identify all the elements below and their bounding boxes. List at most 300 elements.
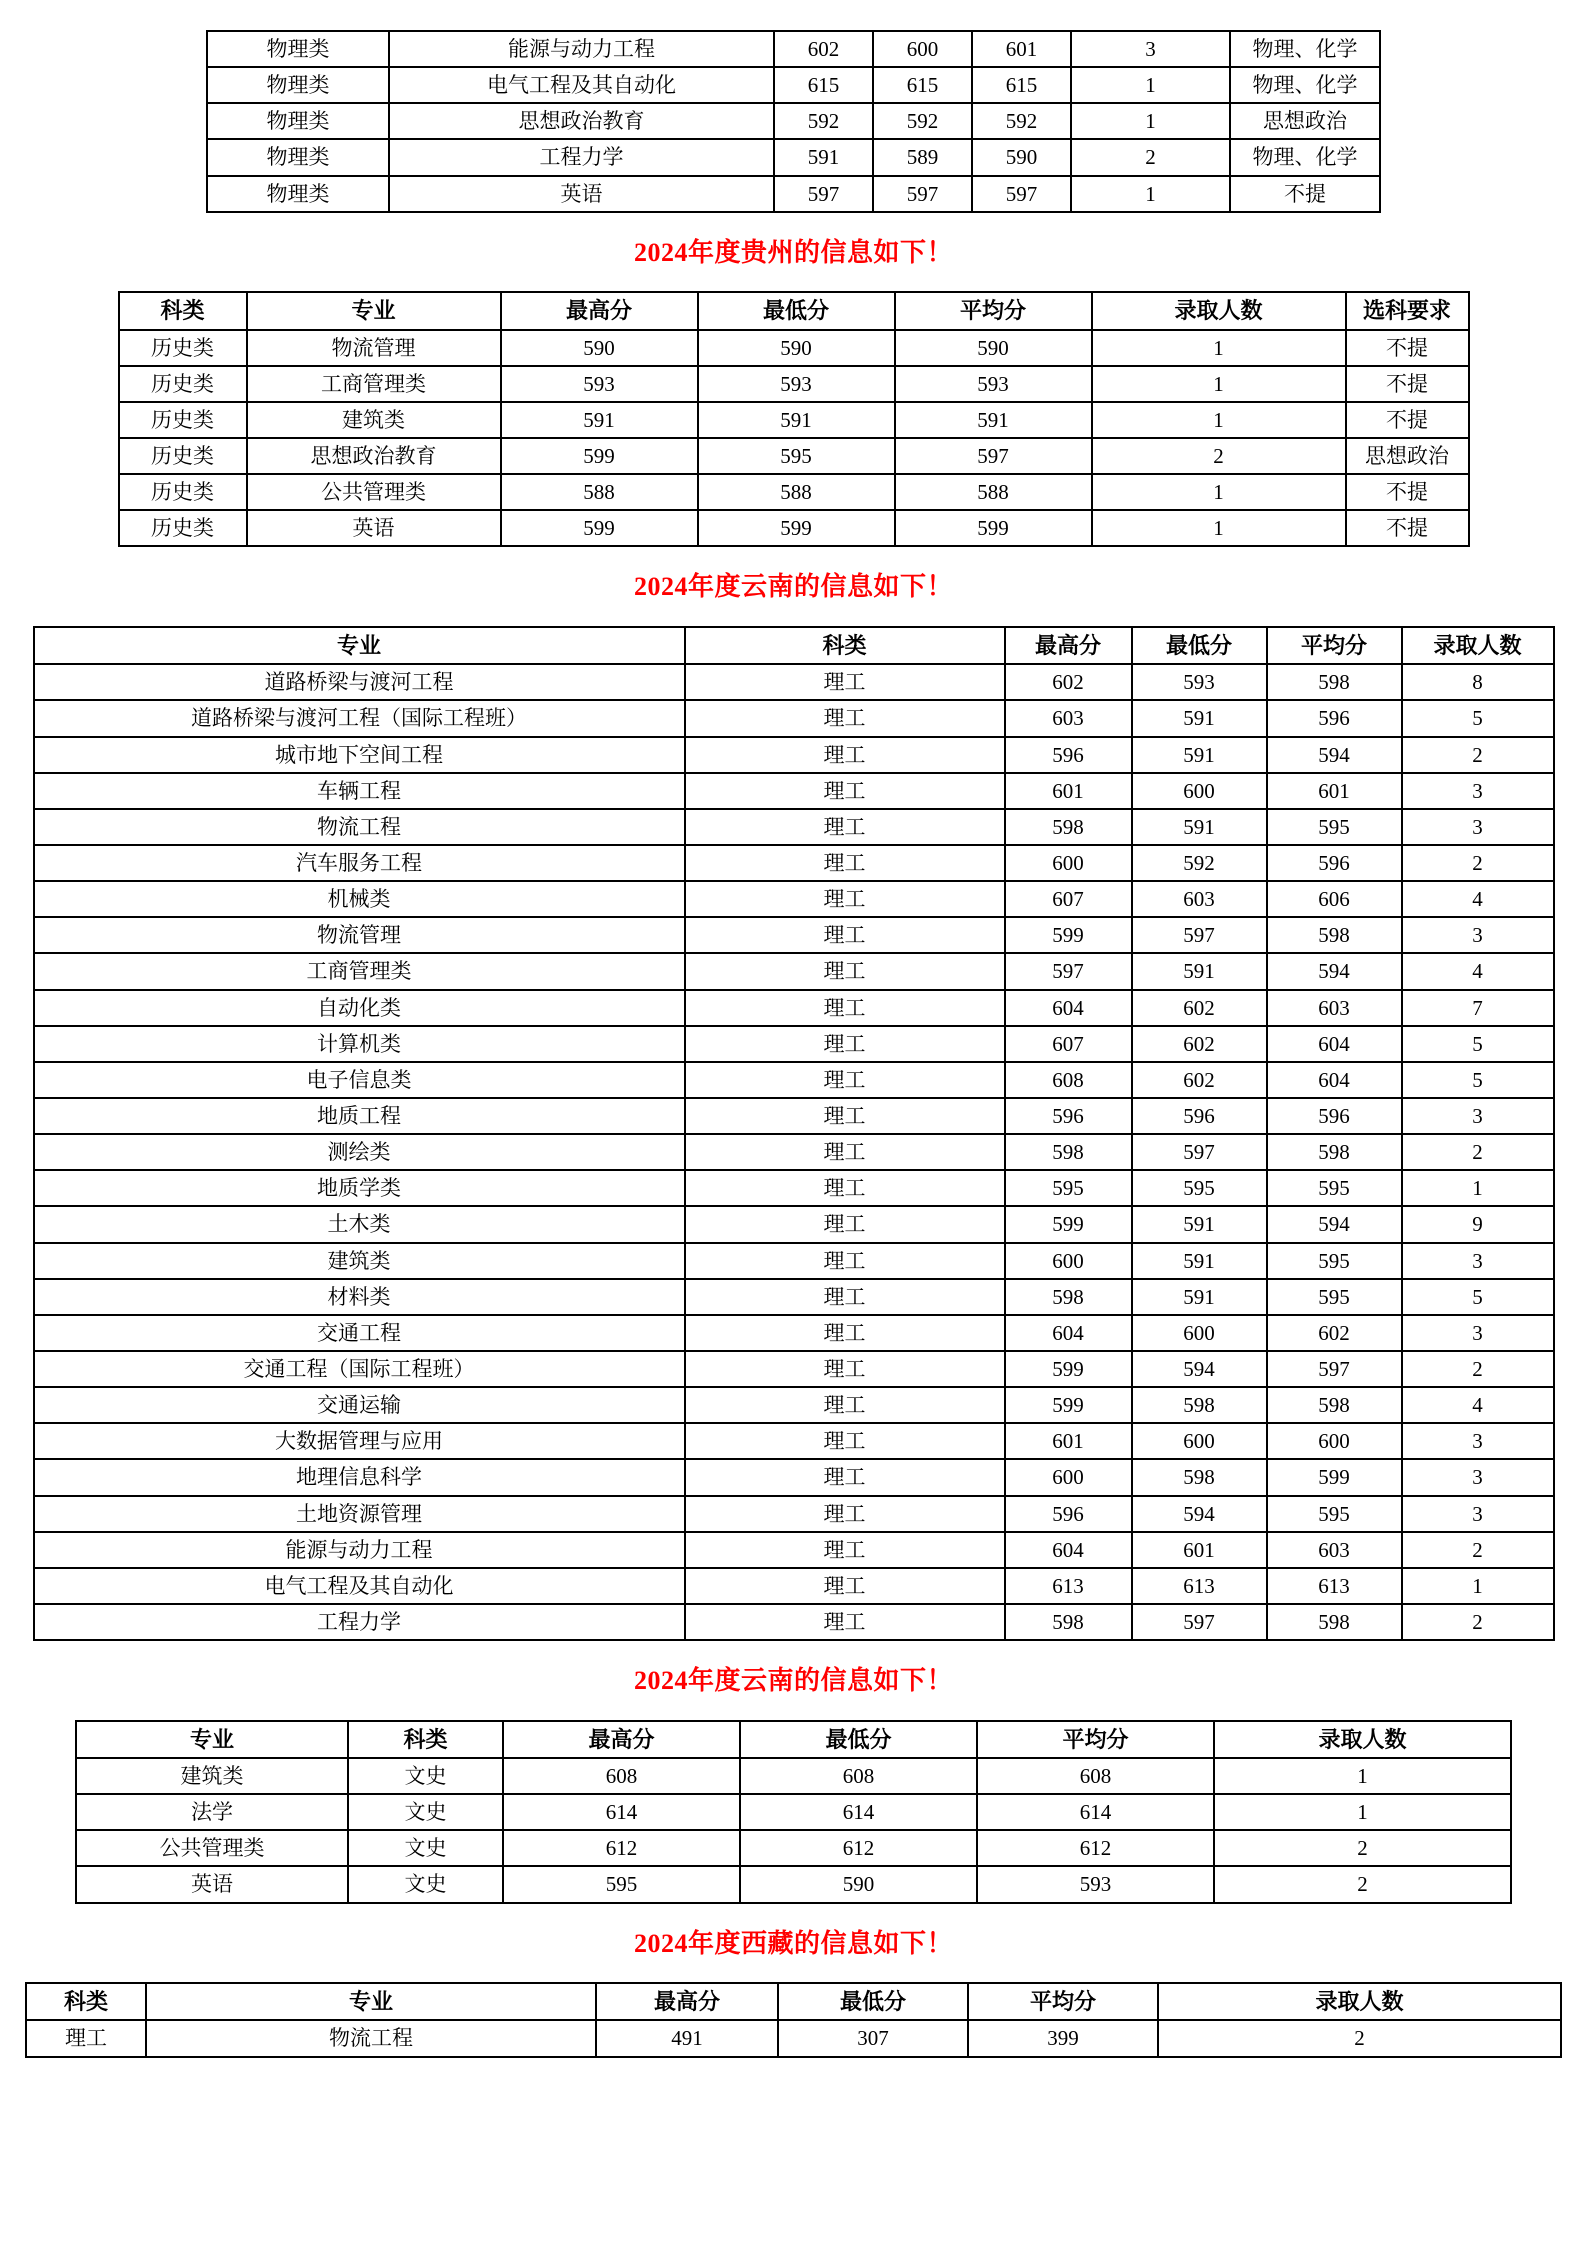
table-wrapper-tibet <box>0 1982 1587 2057</box>
table-cell: 法学 <box>76 1794 348 1830</box>
table-row <box>207 176 1380 212</box>
table-cell: 593 <box>895 366 1092 402</box>
table-cell: 597 <box>1005 953 1132 989</box>
table-cell: 399 <box>968 2020 1158 2056</box>
table-row <box>34 1243 1554 1279</box>
table-cell: 理工 <box>685 1568 1005 1604</box>
table-cell: 598 <box>1005 1604 1132 1640</box>
table-yunnan-liberal-arts <box>75 1720 1512 1904</box>
table-cell: 2 <box>1402 1134 1554 1170</box>
table-cell: 591 <box>1132 1243 1267 1279</box>
table-cell: 文史 <box>348 1758 503 1794</box>
table-cell: 1 <box>1071 103 1230 139</box>
table-cell: 598 <box>1267 1387 1402 1423</box>
table-cell: 593 <box>977 1866 1214 1902</box>
section-heading-yunnan-science: 2024年度云南的信息如下！ <box>633 572 953 602</box>
table-cell: 电气工程及其自动化 <box>34 1568 685 1604</box>
table-cell: 596 <box>1267 1098 1402 1134</box>
table-cell: 3 <box>1402 1243 1554 1279</box>
table-hubei-physics-continued <box>206 30 1381 213</box>
table-cell: 1 <box>1071 67 1230 103</box>
table-cell: 597 <box>1132 1604 1267 1640</box>
table-cell: 595 <box>1005 1170 1132 1206</box>
section-heading-yunnan-arts: 2024年度云南的信息如下！ <box>633 1666 953 1696</box>
table-cell: 城市地下空间工程 <box>34 737 685 773</box>
table-cell: 601 <box>1005 1423 1132 1459</box>
table-cell: 491 <box>596 2020 778 2056</box>
column-header: 平均分 <box>1267 627 1402 664</box>
table-cell: 7 <box>1402 990 1554 1026</box>
table-cell: 交通工程（国际工程班） <box>34 1351 685 1387</box>
table-cell: 590 <box>895 330 1092 366</box>
table-cell: 3 <box>1402 809 1554 845</box>
table-row <box>34 1062 1554 1098</box>
table-cell: 4 <box>1402 881 1554 917</box>
table-cell: 591 <box>895 402 1092 438</box>
table-cell: 1 <box>1092 402 1346 438</box>
table-cell: 612 <box>740 1830 977 1866</box>
table-cell: 600 <box>1267 1423 1402 1459</box>
table-cell: 建筑类 <box>247 402 501 438</box>
table-cell: 测绘类 <box>34 1134 685 1170</box>
table-row <box>34 1351 1554 1387</box>
table-cell: 不提 <box>1346 474 1469 510</box>
table-cell: 工程力学 <box>34 1604 685 1640</box>
table-cell: 606 <box>1267 881 1402 917</box>
table-cell: 历史类 <box>119 510 247 546</box>
table-row <box>119 402 1469 438</box>
table-cell: 地质学类 <box>34 1170 685 1206</box>
table-cell: 3 <box>1402 1315 1554 1351</box>
column-header: 最低分 <box>740 1721 977 1758</box>
table-row <box>34 990 1554 1026</box>
table-cell: 理工 <box>685 1423 1005 1459</box>
table-cell: 601 <box>1005 773 1132 809</box>
table-cell: 598 <box>1132 1459 1267 1495</box>
table-cell: 理工 <box>685 809 1005 845</box>
section-heading-tibet: 2024年度西藏的信息如下！ <box>633 1928 953 1958</box>
table-row <box>119 510 1469 546</box>
table-cell: 596 <box>1005 737 1132 773</box>
section-heading-guizhou: 2024年度贵州的信息如下！ <box>633 237 953 267</box>
table-cell: 596 <box>1005 1098 1132 1134</box>
table-row <box>207 103 1380 139</box>
column-header: 专业 <box>146 1983 596 2020</box>
table-cell: 597 <box>1132 1134 1267 1170</box>
table-row <box>34 1279 1554 1315</box>
table-cell: 601 <box>1132 1532 1267 1568</box>
table-cell: 600 <box>1005 1243 1132 1279</box>
table-cell: 2 <box>1402 1604 1554 1640</box>
table-cell: 历史类 <box>119 402 247 438</box>
table-cell: 物流管理 <box>34 917 685 953</box>
table-row <box>34 809 1554 845</box>
table-cell: 3 <box>1071 31 1230 67</box>
table-row <box>34 1459 1554 1495</box>
table-cell: 地质工程 <box>34 1098 685 1134</box>
table-cell: 2 <box>1402 737 1554 773</box>
table-cell: 595 <box>1267 809 1402 845</box>
table-cell: 历史类 <box>119 438 247 474</box>
table-cell: 9 <box>1402 1206 1554 1242</box>
table-cell: 不提 <box>1346 330 1469 366</box>
table-cell: 1 <box>1402 1568 1554 1604</box>
table-row <box>34 1423 1554 1459</box>
table-cell: 591 <box>774 139 873 175</box>
table-cell: 物理类 <box>207 67 389 103</box>
table-body <box>76 1758 1511 1903</box>
table-cell: 592 <box>1132 845 1267 881</box>
column-header: 录取人数 <box>1158 1983 1561 2020</box>
table-row <box>119 438 1469 474</box>
table-cell: 物理类 <box>207 103 389 139</box>
table-header-row <box>34 627 1554 664</box>
table-cell: 591 <box>1132 953 1267 989</box>
table-wrapper-guizhou <box>0 291 1587 547</box>
table-cell: 591 <box>1132 737 1267 773</box>
table-row <box>34 953 1554 989</box>
table-cell: 598 <box>1267 664 1402 700</box>
table-cell: 5 <box>1402 1062 1554 1098</box>
table-cell: 理工 <box>685 1532 1005 1568</box>
table-row <box>34 1568 1554 1604</box>
table-cell: 1 <box>1092 510 1346 546</box>
table-cell: 596 <box>1005 1496 1132 1532</box>
table-cell: 615 <box>774 67 873 103</box>
table-cell: 603 <box>1132 881 1267 917</box>
table-cell: 文史 <box>348 1866 503 1902</box>
table-cell: 英语 <box>389 176 774 212</box>
table-header-row <box>26 1983 1561 2020</box>
table-header <box>26 1983 1561 2020</box>
table-cell: 理工 <box>685 1170 1005 1206</box>
table-cell: 物流管理 <box>247 330 501 366</box>
table-cell: 604 <box>1005 990 1132 1026</box>
table-cell: 595 <box>1267 1279 1402 1315</box>
table-cell: 车辆工程 <box>34 773 685 809</box>
table-cell: 1 <box>1214 1794 1511 1830</box>
table-cell: 土地资源管理 <box>34 1496 685 1532</box>
table-cell: 3 <box>1402 1459 1554 1495</box>
table-cell: 理工 <box>685 845 1005 881</box>
table-cell: 物理类 <box>207 176 389 212</box>
table-cell: 612 <box>977 1830 1214 1866</box>
table-guizhou-history <box>118 291 1470 547</box>
table-cell: 思想政治 <box>1346 438 1469 474</box>
table-cell: 607 <box>1005 881 1132 917</box>
table-cell: 不提 <box>1346 510 1469 546</box>
table-cell: 计算机类 <box>34 1026 685 1062</box>
table-cell: 3 <box>1402 1098 1554 1134</box>
table-cell: 602 <box>1132 1062 1267 1098</box>
table-cell: 道路桥梁与渡河工程 <box>34 664 685 700</box>
table-cell: 3 <box>1402 1496 1554 1532</box>
table-cell: 土木类 <box>34 1206 685 1242</box>
table-cell: 物理类 <box>207 139 389 175</box>
table-cell: 理工 <box>685 773 1005 809</box>
table-cell: 工程力学 <box>389 139 774 175</box>
table-row <box>207 67 1380 103</box>
table-cell: 理工 <box>685 1243 1005 1279</box>
table-cell: 理工 <box>685 700 1005 736</box>
table-cell: 不提 <box>1346 402 1469 438</box>
table-cell: 613 <box>1132 1568 1267 1604</box>
column-header: 最低分 <box>1132 627 1267 664</box>
table-cell: 理工 <box>685 1279 1005 1315</box>
table-row <box>119 474 1469 510</box>
table-cell: 598 <box>1005 809 1132 845</box>
table-cell: 道路桥梁与渡河工程（国际工程班） <box>34 700 685 736</box>
table-cell: 公共管理类 <box>247 474 501 510</box>
table-cell: 理工 <box>685 1315 1005 1351</box>
table-cell: 604 <box>1005 1315 1132 1351</box>
table-cell: 602 <box>1005 664 1132 700</box>
table-cell: 4 <box>1402 953 1554 989</box>
table-cell: 工商管理类 <box>34 953 685 989</box>
table-cell: 598 <box>1267 1134 1402 1170</box>
table-cell: 物理、化学 <box>1230 139 1380 175</box>
table-cell: 596 <box>1267 700 1402 736</box>
table-cell: 3 <box>1402 773 1554 809</box>
table-row <box>34 664 1554 700</box>
table-cell: 物理、化学 <box>1230 31 1380 67</box>
table-cell: 603 <box>1267 1532 1402 1568</box>
table-cell: 598 <box>1005 1279 1132 1315</box>
column-header: 最高分 <box>1005 627 1132 664</box>
table-cell: 599 <box>1267 1459 1402 1495</box>
table-cell: 1 <box>1071 176 1230 212</box>
table-cell: 607 <box>1005 1026 1132 1062</box>
table-cell: 能源与动力工程 <box>34 1532 685 1568</box>
table-cell: 汽车服务工程 <box>34 845 685 881</box>
table-yunnan-science <box>33 626 1555 1641</box>
table-row <box>34 881 1554 917</box>
table-cell: 608 <box>503 1758 740 1794</box>
table-cell: 615 <box>873 67 972 103</box>
table-cell: 613 <box>1267 1568 1402 1604</box>
table-cell: 598 <box>1132 1387 1267 1423</box>
table-cell: 思想政治教育 <box>247 438 501 474</box>
table-cell: 595 <box>698 438 895 474</box>
table-header <box>119 292 1469 329</box>
table-row <box>119 330 1469 366</box>
table-cell: 599 <box>1005 917 1132 953</box>
table-cell: 602 <box>1132 1026 1267 1062</box>
table-cell: 596 <box>1132 1098 1267 1134</box>
table-cell: 600 <box>1132 1315 1267 1351</box>
table-cell: 2 <box>1158 2020 1561 2056</box>
table-cell: 595 <box>1132 1170 1267 1206</box>
table-cell: 603 <box>1005 700 1132 736</box>
table-cell: 600 <box>1005 1459 1132 1495</box>
table-row <box>34 1026 1554 1062</box>
table-row <box>207 31 1380 67</box>
table-cell: 601 <box>1267 773 1402 809</box>
column-header: 科类 <box>26 1983 146 2020</box>
table-cell: 598 <box>1005 1134 1132 1170</box>
table-cell: 历史类 <box>119 366 247 402</box>
table-cell: 597 <box>774 176 873 212</box>
table-cell: 595 <box>503 1866 740 1902</box>
table-cell: 理工 <box>685 917 1005 953</box>
table-header-row <box>76 1721 1511 1758</box>
table-cell: 物理、化学 <box>1230 67 1380 103</box>
column-header: 最低分 <box>778 1983 968 2020</box>
table-cell: 理工 <box>685 1026 1005 1062</box>
table-cell: 600 <box>1132 773 1267 809</box>
column-header: 录取人数 <box>1092 292 1346 329</box>
table-cell: 598 <box>1267 917 1402 953</box>
table-cell: 3 <box>1402 1423 1554 1459</box>
table-cell: 理工 <box>685 1387 1005 1423</box>
table-cell: 592 <box>774 103 873 139</box>
table-cell: 电子信息类 <box>34 1062 685 1098</box>
table-cell: 593 <box>698 366 895 402</box>
table-cell: 交通运输 <box>34 1387 685 1423</box>
table-cell: 604 <box>1267 1026 1402 1062</box>
table-cell: 614 <box>977 1794 1214 1830</box>
table-cell: 理工 <box>685 1134 1005 1170</box>
table-row <box>26 2020 1561 2056</box>
table-cell: 614 <box>740 1794 977 1830</box>
table-cell: 590 <box>501 330 698 366</box>
table-cell: 596 <box>1267 845 1402 881</box>
table-cell: 590 <box>740 1866 977 1902</box>
table-cell: 机械类 <box>34 881 685 917</box>
table-header <box>76 1721 1511 1758</box>
table-cell: 588 <box>895 474 1092 510</box>
table-cell: 595 <box>1267 1170 1402 1206</box>
table-cell: 交通工程 <box>34 1315 685 1351</box>
column-header: 选科要求 <box>1346 292 1469 329</box>
table-body <box>34 664 1554 1640</box>
table-cell: 物理类 <box>207 31 389 67</box>
table-cell: 603 <box>1267 990 1402 1026</box>
table-cell: 3 <box>1402 917 1554 953</box>
table-cell: 594 <box>1132 1496 1267 1532</box>
table-cell: 591 <box>698 402 895 438</box>
table-wrapper-hubei-physics <box>0 30 1587 213</box>
table-cell: 5 <box>1402 1279 1554 1315</box>
table-cell: 591 <box>501 402 698 438</box>
table-cell: 608 <box>740 1758 977 1794</box>
table-cell: 理工 <box>685 737 1005 773</box>
column-header: 最低分 <box>698 292 895 329</box>
table-cell: 物流工程 <box>146 2020 596 2056</box>
table-cell: 600 <box>1132 1423 1267 1459</box>
table-cell: 2 <box>1214 1866 1511 1902</box>
table-row <box>76 1794 1511 1830</box>
table-cell: 597 <box>873 176 972 212</box>
table-cell: 307 <box>778 2020 968 2056</box>
table-cell: 5 <box>1402 1026 1554 1062</box>
table-header <box>34 627 1554 664</box>
table-row <box>207 139 1380 175</box>
column-header: 科类 <box>348 1721 503 1758</box>
column-header: 最高分 <box>503 1721 740 1758</box>
table-row <box>34 917 1554 953</box>
table-cell: 2 <box>1071 139 1230 175</box>
table-cell: 大数据管理与应用 <box>34 1423 685 1459</box>
table-wrapper-yunnan-arts <box>0 1720 1587 1904</box>
table-cell: 595 <box>1267 1243 1402 1279</box>
table-cell: 公共管理类 <box>76 1830 348 1866</box>
table-cell: 595 <box>1267 1496 1402 1532</box>
column-header: 平均分 <box>895 292 1092 329</box>
table-wrapper-yunnan-science <box>0 626 1587 1641</box>
table-cell: 2 <box>1402 1532 1554 1568</box>
table-cell: 594 <box>1267 953 1402 989</box>
column-header: 平均分 <box>977 1721 1214 1758</box>
table-cell: 598 <box>1267 1604 1402 1640</box>
table-cell: 599 <box>1005 1351 1132 1387</box>
table-cell: 590 <box>972 139 1071 175</box>
table-row <box>76 1866 1511 1902</box>
column-header: 专业 <box>247 292 501 329</box>
table-cell: 599 <box>501 438 698 474</box>
table-cell: 8 <box>1402 664 1554 700</box>
table-cell: 589 <box>873 139 972 175</box>
table-cell: 理工 <box>685 1098 1005 1134</box>
table-row <box>76 1830 1511 1866</box>
table-cell: 电气工程及其自动化 <box>389 67 774 103</box>
table-cell: 历史类 <box>119 330 247 366</box>
table-cell: 608 <box>1005 1062 1132 1098</box>
table-cell: 588 <box>698 474 895 510</box>
table-cell: 615 <box>972 67 1071 103</box>
column-header: 最高分 <box>501 292 698 329</box>
table-cell: 608 <box>977 1758 1214 1794</box>
table-body <box>26 2020 1561 2056</box>
table-cell: 600 <box>873 31 972 67</box>
table-cell: 建筑类 <box>76 1758 348 1794</box>
table-cell: 601 <box>972 31 1071 67</box>
table-cell: 理工 <box>685 881 1005 917</box>
table-cell: 597 <box>1267 1351 1402 1387</box>
table-cell: 5 <box>1402 700 1554 736</box>
table-cell: 602 <box>774 31 873 67</box>
table-cell: 599 <box>501 510 698 546</box>
table-cell: 思想政治 <box>1230 103 1380 139</box>
table-cell: 历史类 <box>119 474 247 510</box>
table-row <box>34 1098 1554 1134</box>
table-cell: 592 <box>873 103 972 139</box>
table-cell: 590 <box>698 330 895 366</box>
table-cell: 599 <box>1005 1387 1132 1423</box>
table-cell: 2 <box>1402 1351 1554 1387</box>
table-cell: 614 <box>503 1794 740 1830</box>
table-cell: 593 <box>501 366 698 402</box>
column-header: 专业 <box>34 627 685 664</box>
table-cell: 1 <box>1092 474 1346 510</box>
column-header: 科类 <box>685 627 1005 664</box>
table-cell: 599 <box>895 510 1092 546</box>
table-cell: 自动化类 <box>34 990 685 1026</box>
table-cell: 文史 <box>348 1830 503 1866</box>
table-row <box>34 737 1554 773</box>
column-header: 科类 <box>119 292 247 329</box>
table-cell: 2 <box>1402 845 1554 881</box>
table-cell: 理工 <box>685 1062 1005 1098</box>
column-header: 最高分 <box>596 1983 778 2020</box>
table-cell: 604 <box>1267 1062 1402 1098</box>
table-cell: 理工 <box>685 990 1005 1026</box>
column-header: 平均分 <box>968 1983 1158 2020</box>
table-cell: 2 <box>1092 438 1346 474</box>
table-cell: 英语 <box>247 510 501 546</box>
table-cell: 不提 <box>1346 366 1469 402</box>
table-row <box>34 773 1554 809</box>
